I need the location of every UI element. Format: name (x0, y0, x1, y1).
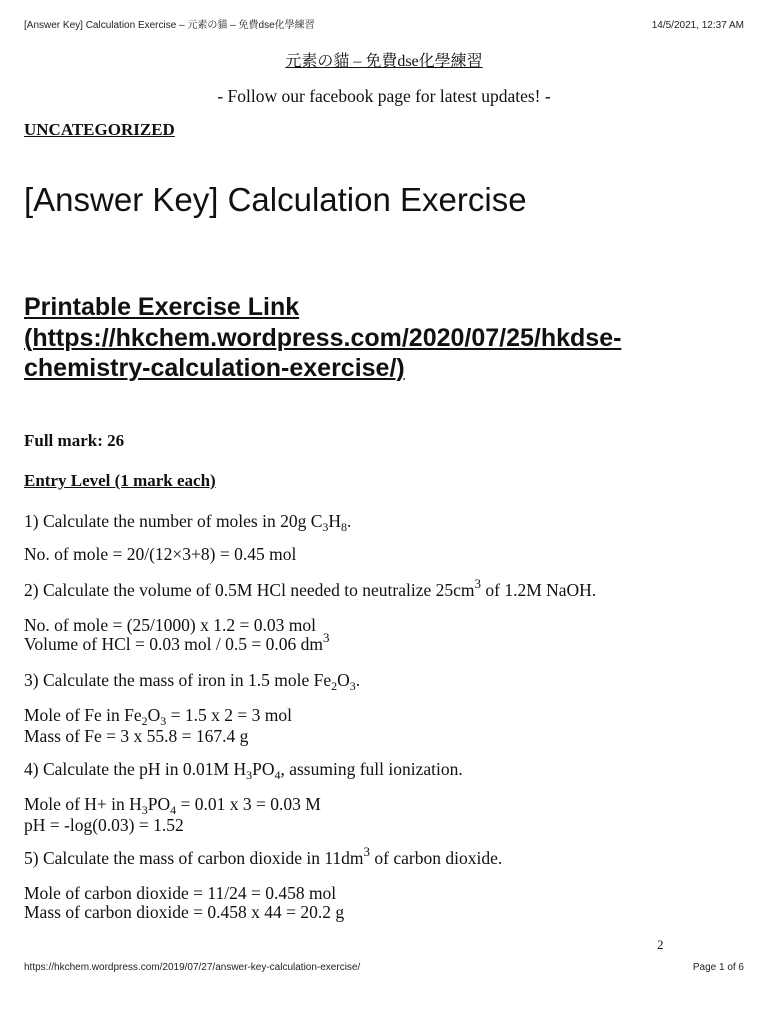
subscript: 3 (349, 678, 356, 693)
superscript: 3 (474, 575, 481, 591)
question-text: 3) Calculate the mass of iron in 1.5 mole Fe (24, 669, 332, 690)
question-text: O (337, 669, 350, 690)
superscript: 3 (322, 629, 330, 645)
answer-line (24, 727, 292, 746)
answer-text: O (147, 704, 161, 725)
answer-text: Mole of H+ in H (24, 793, 142, 814)
question-text: 4) Calculate the pH in 0.01M H (24, 758, 247, 779)
answer-2 (24, 616, 329, 655)
answer-text: Mass of Fe = 3 x 55.8 = 167.4 g (24, 725, 249, 746)
print-footer (24, 962, 744, 974)
printable-exercise-link[interactable] (24, 292, 724, 384)
subscript: 3 (322, 519, 329, 534)
subscript: 4 (274, 767, 281, 782)
question-text: 5) Calculate the mass of carbon dioxide in 11dm (24, 847, 364, 868)
answer-line (24, 903, 344, 922)
site-tagline: - Follow our facebook page for latest updates! - (217, 86, 551, 106)
question-text: , assuming full ionization. (280, 758, 463, 779)
answer-text: No. of mole = (25/1000) x 1.2 = 0.03 mol (24, 614, 316, 635)
answer-line (24, 545, 296, 564)
subscript: 2 (331, 678, 338, 693)
print-header-datetime: 14/5/2021, 12:37 AM (651, 20, 744, 31)
question-text: 2) Calculate the volume of 0.5M HCl needed to neutralize 25cm (24, 579, 475, 600)
subscript: 3 (141, 802, 148, 817)
answer-line (24, 816, 321, 835)
answer-line (24, 884, 344, 903)
question-3 (24, 671, 360, 692)
answer-line (24, 629, 330, 655)
subscript: 3 (160, 713, 167, 728)
answer-text: = 1.5 x 2 = 3 mol (166, 704, 292, 725)
answer-text: Mole of carbon dioxide = 11/24 = 0.458 mol (24, 882, 337, 903)
category-link[interactable]: UNCATEGORIZED (24, 120, 175, 139)
section-heading: Entry Level (1 mark each) (24, 471, 216, 490)
full-mark: Full mark: 26 (24, 431, 125, 450)
question-text: H (328, 510, 342, 531)
superscript: 3 (363, 843, 371, 859)
post-title: [Answer Key] Calculation Exercise (24, 181, 527, 218)
answer-text: pH = -log(0.03) = 1.52 (24, 814, 184, 835)
cut-off-glyph: 2 (657, 937, 664, 952)
question-text: . (347, 510, 352, 531)
answer-1 (24, 545, 296, 564)
answer-3 (24, 706, 292, 746)
answer-line (24, 795, 321, 816)
question-text: 1) Calculate the number of moles in 20g C (24, 510, 323, 531)
answer-text: Volume of HCl = 0.03 mol / 0.5 = 0.06 dm (24, 633, 323, 654)
answer-text: = 0.01 x 3 = 0.03 M (176, 793, 321, 814)
answer-text: Mass of carbon dioxide = 0.458 x 44 = 20.2 g (24, 901, 345, 922)
site-name-row (0, 52, 768, 72)
question-text: . (355, 669, 361, 690)
print-header-title: [Answer Key] Calculation Exercise – 元素の貓 – 免費dse化學練習 (24, 20, 315, 31)
question-4 (24, 760, 463, 781)
question-text: of carbon dioxide. (370, 847, 503, 868)
printable-link-url[interactable]: (https://hkchem.wordpress.com/2020/07/25/hkdse-chemistry-calculation-exercise/) (24, 323, 622, 382)
print-footer-url: https://hkchem.wordpress.com/2019/07/27/answer-key-calculation-exercise/ (24, 962, 361, 973)
site-name-link[interactable]: 元素の貓 – 免費dse化學練習 (285, 53, 483, 70)
question-2 (24, 575, 597, 601)
answer-text: Mole of Fe in Fe (24, 704, 142, 725)
print-footer-page-number: Page 1 of 6 (692, 962, 744, 973)
question-1 (24, 512, 351, 533)
subscript: 2 (141, 713, 148, 728)
subscript: 3 (246, 767, 253, 782)
page-break-clip (657, 937, 667, 952)
answer-line (24, 616, 329, 635)
question-text: of 1.2M NaOH. (481, 579, 597, 600)
answer-text: No. of mole = 20/(12×3+8) = 0.45 mol (24, 543, 297, 564)
subscript: 8 (341, 519, 348, 534)
subscript: 4 (170, 802, 177, 817)
answer-5 (24, 884, 344, 922)
question-5 (24, 843, 503, 869)
print-header (24, 20, 744, 32)
answer-line (24, 706, 292, 727)
answer-text: PO (147, 793, 171, 814)
answer-4 (24, 795, 321, 835)
printable-link-label[interactable]: Printable Exercise Link (24, 293, 300, 321)
question-text: PO (252, 758, 275, 779)
